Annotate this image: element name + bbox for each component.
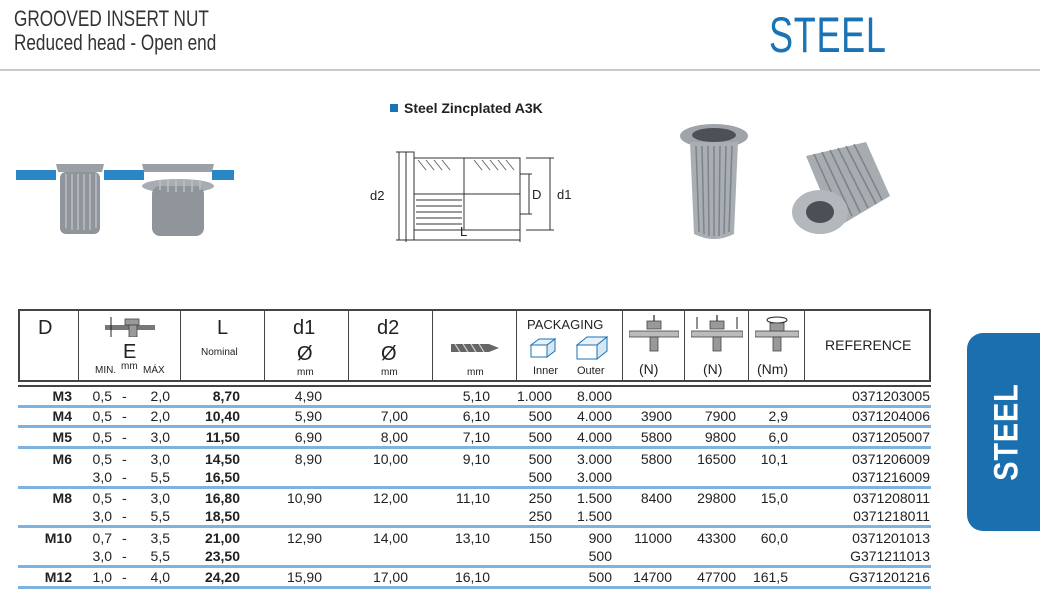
cell-drill: 5,10 [462, 388, 490, 404]
cell-L: 16,50 [204, 468, 240, 485]
cell-emax: 5,5 [150, 547, 170, 564]
cell-emax: 2,0 [150, 407, 170, 424]
cell-dash: - [122, 450, 127, 467]
cell-D: M5 [52, 429, 72, 445]
subtitle: Reduced head - Open end [14, 30, 217, 55]
installed-nut-deformed-illustration [126, 150, 236, 245]
cell-drill: 9,10 [462, 450, 490, 467]
cell-n2: 7900 [704, 407, 736, 424]
spec-table [18, 309, 931, 585]
col-reference: REFERENCE [804, 311, 929, 380]
cell-n1: 3900 [640, 407, 672, 424]
cell-outer: 900 [588, 529, 612, 546]
table-row [18, 450, 931, 468]
shear-test-icon [629, 315, 679, 355]
cell-emin: 0,5 [92, 450, 112, 467]
cell-outer: 500 [588, 547, 612, 564]
title: GROOVED INSERT NUT [14, 6, 209, 31]
cell-drill: 7,10 [462, 429, 490, 445]
col-torque: (Nm) [748, 311, 804, 380]
cell-D: M4 [52, 407, 72, 424]
cell-L: 8,70 [212, 388, 240, 404]
cell-ref: 0371205007 [852, 429, 930, 445]
cell-d1: 4,90 [294, 388, 322, 404]
col-D: D [38, 317, 53, 339]
cell-L: 11,50 [205, 429, 240, 445]
col-drill: mm [432, 311, 516, 380]
cell-outer: 500 [588, 569, 612, 585]
table-row [18, 428, 931, 449]
grip-range-icon [105, 317, 155, 337]
cell-dash: - [122, 429, 127, 445]
cell-emin: 3,0 [92, 508, 112, 524]
cell-n2: 29800 [697, 490, 736, 506]
cell-nm: 2,9 [768, 407, 788, 424]
cell-ref: G371201216 [849, 569, 930, 585]
cell-L: 10,40 [204, 407, 240, 424]
cell-emin: 0,5 [92, 490, 112, 506]
cell-nm: 15,0 [760, 490, 788, 506]
cell-outer: 4.000 [576, 429, 612, 445]
cell-dash: - [122, 468, 127, 485]
cell-outer: 1.500 [576, 508, 612, 524]
cell-inner: 1.000 [516, 388, 552, 404]
cell-ref: 0371206009 [852, 450, 930, 467]
col-shear-force: (N) [622, 311, 684, 380]
cell-d2: 7,00 [380, 407, 408, 424]
material-side-tab: STEEL [967, 333, 1040, 531]
cell-d2: 10,00 [372, 450, 408, 467]
cell-D: M3 [52, 388, 72, 404]
cell-n2: 47700 [697, 569, 736, 585]
outer-box-icon [575, 335, 609, 361]
cell-drill: 6,10 [462, 407, 490, 424]
cell-dash: - [122, 547, 127, 564]
col-E: E MIN. mm MÁX [78, 311, 180, 380]
cell-emax: 5,5 [150, 508, 170, 524]
cell-d2: 12,00 [372, 490, 408, 506]
cell-n1: 5800 [640, 429, 672, 445]
d1-label: d1 [557, 187, 572, 202]
torque-test-icon [755, 315, 799, 355]
cell-emax: 3,0 [150, 490, 170, 506]
cell-outer: 4.000 [576, 407, 612, 424]
cell-ref: 0371201013 [852, 529, 930, 546]
cell-ref: 0371216009 [852, 468, 930, 485]
table-row [18, 468, 931, 489]
spec-label: Steel Zincplated A3K [390, 100, 543, 116]
cell-emin: 0,5 [92, 388, 112, 404]
cell-L: 14,50 [204, 450, 240, 467]
table-row [18, 568, 931, 589]
cell-D: M10 [44, 529, 72, 546]
col-tensile-force: (N) [684, 311, 748, 380]
table-row [18, 489, 931, 507]
table-row [18, 407, 931, 428]
table-header [18, 309, 931, 382]
cell-nm: 10,1 [760, 450, 788, 467]
cell-dash: - [122, 388, 127, 404]
square-bullet-icon [390, 104, 398, 112]
cell-emin: 3,0 [92, 547, 112, 564]
cell-D: M8 [52, 490, 72, 506]
cell-n1: 8400 [640, 490, 672, 506]
cell-emax: 2,0 [150, 388, 170, 404]
cell-drill: 16,10 [454, 569, 490, 585]
cell-emax: 3,5 [150, 529, 170, 546]
table-row [18, 547, 931, 568]
cell-emin: 3,0 [92, 468, 112, 485]
D-label: D [532, 187, 542, 202]
cell-dash: - [122, 490, 127, 506]
cell-nm: 161,5 [752, 569, 788, 585]
cell-d2: 8,00 [380, 429, 408, 445]
cell-inner: 500 [528, 407, 552, 424]
cell-L: 24,20 [204, 569, 240, 585]
tensile-test-icon [691, 315, 743, 355]
cell-L: 16,80 [204, 490, 240, 506]
cell-emax: 3,0 [150, 429, 170, 445]
d2-label: d2 [370, 188, 385, 203]
cell-L: 21,00 [204, 529, 240, 546]
col-d1: d1 Ø mm [264, 311, 348, 380]
cell-d1: 10,90 [286, 490, 322, 506]
cell-n2: 16500 [697, 450, 736, 467]
cell-emin: 0,5 [92, 429, 112, 445]
cell-n1: 11000 [634, 529, 672, 546]
cell-emax: 4,0 [150, 569, 170, 585]
cell-emin: 0,7 [92, 529, 112, 546]
cell-emax: 5,5 [150, 468, 170, 485]
nut-photo-angle [786, 136, 896, 236]
table-row [18, 529, 931, 547]
cell-dash: - [122, 569, 127, 585]
cell-nm: 60,0 [760, 529, 788, 546]
cell-inner: 500 [528, 450, 552, 467]
cell-d1: 15,90 [286, 569, 322, 585]
material-title: STEEL [768, 7, 887, 63]
drill-bit-icon [451, 341, 501, 355]
cell-drill: 11,10 [456, 490, 490, 506]
table-row [18, 385, 931, 408]
cell-d1: 5,90 [294, 407, 322, 424]
table-row [18, 507, 931, 528]
cell-ref: 0371218011 [853, 508, 930, 524]
technical-drawing [366, 148, 576, 244]
cell-ref: 0371208011 [853, 490, 930, 506]
col-d2: d2 Ø mm [348, 311, 432, 380]
cell-nm: 6,0 [768, 429, 788, 445]
cell-dash: - [122, 508, 127, 524]
cell-n2: 9800 [704, 429, 736, 445]
cell-ref: G371211013 [850, 547, 930, 564]
cell-d2: 14,00 [372, 529, 408, 546]
cell-inner: 250 [528, 490, 552, 506]
cell-outer: 1.500 [576, 490, 612, 506]
cell-ref: 0371204006 [852, 407, 930, 424]
cell-inner: 500 [528, 429, 552, 445]
cell-outer: 3.000 [576, 468, 612, 485]
cell-d1: 12,90 [286, 529, 322, 546]
cell-drill: 13,10 [454, 529, 490, 546]
cell-n1: 14700 [633, 569, 672, 585]
cell-d1: 8,90 [294, 450, 322, 467]
cell-inner: 250 [528, 508, 552, 524]
cell-outer: 3.000 [576, 450, 612, 467]
cell-D: M12 [44, 569, 72, 585]
header-divider [0, 69, 1040, 71]
cell-dash: - [122, 529, 127, 546]
cell-L: 18,50 [204, 508, 240, 524]
cell-emin: 0,5 [92, 407, 112, 424]
cell-outer: 8.000 [576, 388, 612, 404]
cell-n1: 5800 [640, 450, 672, 467]
L-label: L [460, 224, 468, 239]
cell-inner: 150 [528, 529, 552, 546]
cell-emin: 1,0 [92, 569, 112, 585]
cell-dash: - [122, 407, 127, 424]
cell-emax: 3,0 [150, 450, 170, 467]
cell-d1: 6,90 [294, 429, 322, 445]
cell-D: M6 [52, 450, 72, 467]
cell-n2: 43300 [697, 529, 736, 546]
cell-ref: 0371203005 [852, 388, 930, 404]
cell-d2: 17,00 [372, 569, 408, 585]
col-packaging: PACKAGING Inner Outer [516, 311, 622, 380]
nut-photo-side [674, 122, 754, 244]
cell-inner: 500 [528, 468, 552, 485]
inner-box-icon [529, 337, 557, 359]
col-L: L Nominal [180, 311, 264, 380]
cell-L: 23,50 [204, 547, 240, 564]
